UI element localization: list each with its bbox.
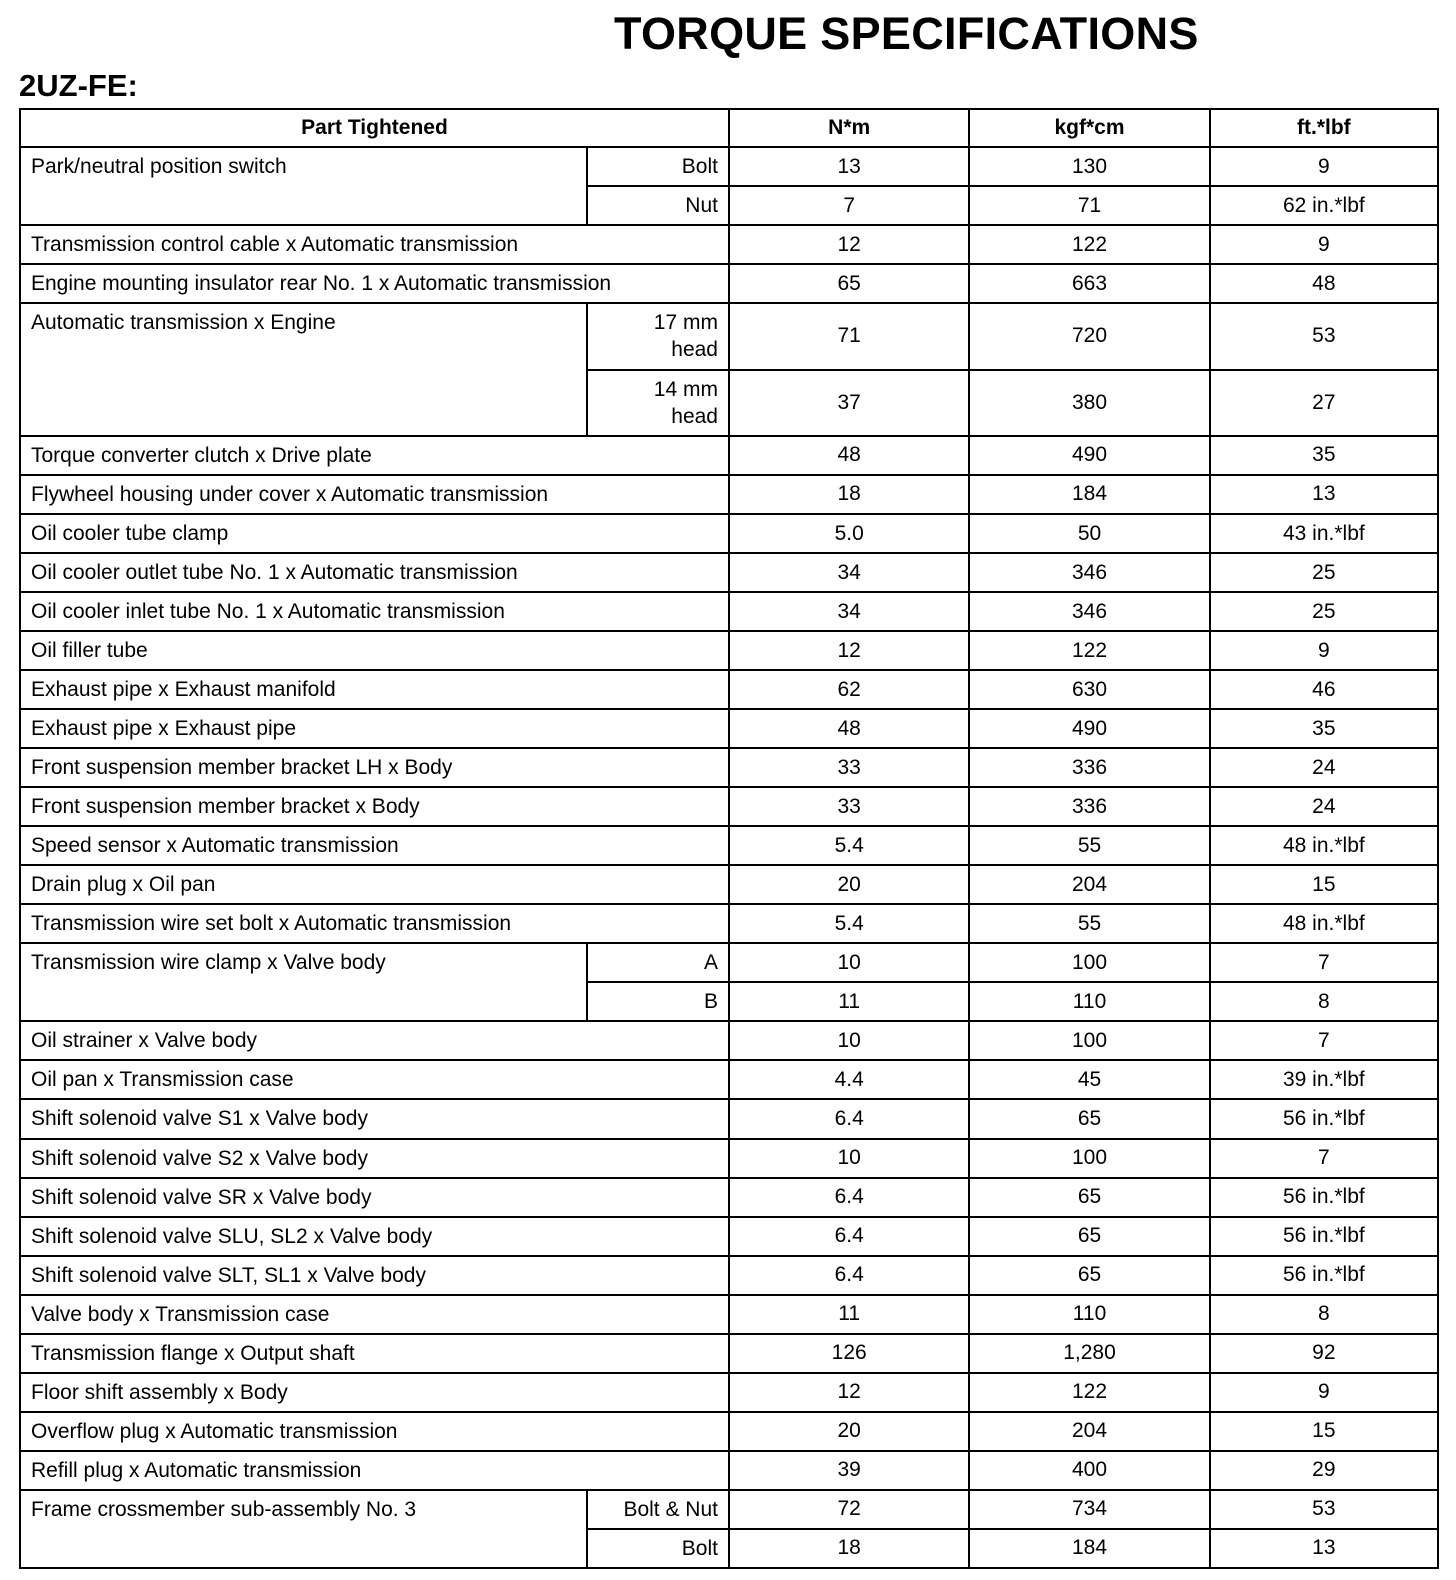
- part-name: Shift solenoid valve SLT, SL1 x Valve body: [20, 1256, 729, 1295]
- table-row: [20, 1178, 1438, 1217]
- part-name: Speed sensor x Automatic transmission: [20, 826, 729, 865]
- value-ft: 39 in.*lbf: [1210, 1060, 1438, 1099]
- value-nm: 126: [729, 1334, 969, 1373]
- part-name: Shift solenoid valve S2 x Valve body: [20, 1139, 729, 1178]
- value-ft: 48 in.*lbf: [1210, 826, 1438, 865]
- sub-label: [587, 303, 729, 369]
- part-name: Frame crossmember sub-assembly No. 3: [20, 1490, 587, 1568]
- value-kgf: 100: [969, 943, 1209, 982]
- value-nm: 12: [729, 225, 969, 264]
- table-row: [20, 592, 1438, 631]
- value-ft: 56 in.*lbf: [1210, 1099, 1438, 1138]
- table-row: [20, 1451, 1438, 1490]
- value-nm: 62: [729, 670, 969, 709]
- value-kgf: 55: [969, 904, 1209, 943]
- value-nm: 18: [729, 1529, 969, 1568]
- value-nm: 48: [729, 709, 969, 748]
- part-name: Torque converter clutch x Drive plate: [20, 436, 729, 475]
- value-ft: 9: [1210, 147, 1438, 186]
- part-name: Exhaust pipe x Exhaust manifold: [20, 670, 729, 709]
- value-nm: 10: [729, 943, 969, 982]
- value-ft: 56 in.*lbf: [1210, 1178, 1438, 1217]
- value-nm: 7: [729, 186, 969, 225]
- value-ft: 24: [1210, 787, 1438, 826]
- sub-label: [587, 370, 729, 436]
- value-nm: 72: [729, 1490, 969, 1529]
- value-ft: 13: [1210, 475, 1438, 514]
- value-kgf: 1,280: [969, 1334, 1209, 1373]
- value-nm: 48: [729, 436, 969, 475]
- part-name: Overflow plug x Automatic transmission: [20, 1412, 729, 1451]
- value-nm: 34: [729, 553, 969, 592]
- torque-table: [19, 108, 1439, 1569]
- value-kgf: 65: [969, 1256, 1209, 1295]
- value-kgf: 346: [969, 553, 1209, 592]
- value-nm: 6.4: [729, 1178, 969, 1217]
- table-row: [20, 1060, 1438, 1099]
- part-name: Exhaust pipe x Exhaust pipe: [20, 709, 729, 748]
- value-nm: 71: [729, 303, 969, 369]
- sub-label-line1: 14 mm: [653, 377, 718, 401]
- sub-label: Bolt & Nut: [587, 1490, 729, 1529]
- part-name: Drain plug x Oil pan: [20, 865, 729, 904]
- part-name: Oil cooler inlet tube No. 1 x Automatic transmission: [20, 592, 729, 631]
- value-kgf: 122: [969, 1373, 1209, 1412]
- value-ft: 9: [1210, 225, 1438, 264]
- value-nm: 5.4: [729, 826, 969, 865]
- header-nm: N*m: [729, 109, 969, 147]
- part-name: Shift solenoid valve SR x Valve body: [20, 1178, 729, 1217]
- value-kgf: 71: [969, 186, 1209, 225]
- value-ft: 35: [1210, 709, 1438, 748]
- part-name: Transmission flange x Output shaft: [20, 1334, 729, 1373]
- value-nm: 65: [729, 264, 969, 303]
- table-row: [20, 1139, 1438, 1178]
- table-row: [20, 904, 1438, 943]
- table-row: [20, 670, 1438, 709]
- value-ft: 9: [1210, 1373, 1438, 1412]
- value-nm: 6.4: [729, 1099, 969, 1138]
- value-nm: 34: [729, 592, 969, 631]
- table-header-row: [20, 109, 1438, 147]
- value-ft: 24: [1210, 748, 1438, 787]
- value-ft: 53: [1210, 1490, 1438, 1529]
- value-ft: 48: [1210, 264, 1438, 303]
- value-kgf: 50: [969, 514, 1209, 553]
- value-kgf: 45: [969, 1060, 1209, 1099]
- table-row: [20, 787, 1438, 826]
- value-ft: 53: [1210, 303, 1438, 369]
- table-row: [20, 264, 1438, 303]
- value-kgf: 184: [969, 475, 1209, 514]
- sub-label: Bolt: [587, 1529, 729, 1568]
- value-kgf: 734: [969, 1490, 1209, 1529]
- value-kgf: 55: [969, 826, 1209, 865]
- value-ft: 7: [1210, 943, 1438, 982]
- page-title-bar: [0, 6, 1456, 62]
- value-ft: 13: [1210, 1529, 1438, 1568]
- value-kgf: 204: [969, 865, 1209, 904]
- value-kgf: 65: [969, 1217, 1209, 1256]
- sub-label: Nut: [587, 186, 729, 225]
- value-nm: 20: [729, 1412, 969, 1451]
- table-row: [20, 1373, 1438, 1412]
- value-kgf: 490: [969, 436, 1209, 475]
- value-kgf: 204: [969, 1412, 1209, 1451]
- header-ft: ft.*lbf: [1210, 109, 1438, 147]
- value-ft: 46: [1210, 670, 1438, 709]
- value-nm: 11: [729, 1295, 969, 1334]
- value-kgf: 630: [969, 670, 1209, 709]
- value-kgf: 184: [969, 1529, 1209, 1568]
- table-row: [20, 1021, 1438, 1060]
- table-row: [20, 553, 1438, 592]
- part-name: Refill plug x Automatic transmission: [20, 1451, 729, 1490]
- value-kgf: 346: [969, 592, 1209, 631]
- sub-label-line2: head: [671, 338, 718, 362]
- part-name: Automatic transmission x Engine: [20, 303, 587, 436]
- table-row: [20, 1412, 1438, 1451]
- part-name: Front suspension member bracket LH x Body: [20, 748, 729, 787]
- sub-label-line1: 17 mm: [653, 311, 718, 335]
- sub-label-line2: head: [671, 404, 718, 428]
- part-name: Flywheel housing under cover x Automatic transmission: [20, 475, 729, 514]
- value-nm: 5.0: [729, 514, 969, 553]
- table-row: [20, 514, 1438, 553]
- value-kgf: 720: [969, 303, 1209, 369]
- value-ft: 62 in.*lbf: [1210, 186, 1438, 225]
- table-row: [20, 709, 1438, 748]
- table-row: [20, 436, 1438, 475]
- value-nm: 33: [729, 787, 969, 826]
- value-nm: 4.4: [729, 1060, 969, 1099]
- table-row: [20, 1334, 1438, 1373]
- value-nm: 12: [729, 631, 969, 670]
- value-nm: 11: [729, 982, 969, 1021]
- value-nm: 37: [729, 370, 969, 436]
- value-ft: 15: [1210, 1412, 1438, 1451]
- value-nm: 5.4: [729, 904, 969, 943]
- value-nm: 20: [729, 865, 969, 904]
- value-ft: 35: [1210, 436, 1438, 475]
- value-nm: 33: [729, 748, 969, 787]
- value-kgf: 490: [969, 709, 1209, 748]
- header-kgf: kgf*cm: [969, 109, 1209, 147]
- part-name: Transmission wire clamp x Valve body: [20, 943, 587, 1021]
- part-name: Oil cooler outlet tube No. 1 x Automatic transmission: [20, 553, 729, 592]
- value-ft: 7: [1210, 1139, 1438, 1178]
- part-name: Floor shift assembly x Body: [20, 1373, 729, 1412]
- value-kgf: 65: [969, 1099, 1209, 1138]
- value-ft: 29: [1210, 1451, 1438, 1490]
- value-nm: 6.4: [729, 1256, 969, 1295]
- part-name: Transmission wire set bolt x Automatic transmission: [20, 904, 729, 943]
- value-nm: 18: [729, 475, 969, 514]
- value-nm: 12: [729, 1373, 969, 1412]
- table-row: [20, 748, 1438, 787]
- value-kgf: 336: [969, 787, 1209, 826]
- value-nm: 6.4: [729, 1217, 969, 1256]
- value-ft: 8: [1210, 1295, 1438, 1334]
- value-kgf: 663: [969, 264, 1209, 303]
- value-kgf: 110: [969, 982, 1209, 1021]
- table-row: [20, 943, 1438, 982]
- value-ft: 48 in.*lbf: [1210, 904, 1438, 943]
- table-row: [20, 1490, 1438, 1529]
- part-name: Transmission control cable x Automatic transmission: [20, 225, 729, 264]
- value-ft: 56 in.*lbf: [1210, 1217, 1438, 1256]
- table-row: [20, 1099, 1438, 1138]
- part-name: Park/neutral position switch: [20, 147, 587, 225]
- value-ft: 8: [1210, 982, 1438, 1021]
- table-row: [20, 225, 1438, 264]
- part-name: Front suspension member bracket x Body: [20, 787, 729, 826]
- sub-label: A: [587, 943, 729, 982]
- table-row: [20, 475, 1438, 514]
- part-name: Oil pan x Transmission case: [20, 1060, 729, 1099]
- value-nm: 10: [729, 1139, 969, 1178]
- value-ft: 92: [1210, 1334, 1438, 1373]
- value-nm: 13: [729, 147, 969, 186]
- value-kgf: 336: [969, 748, 1209, 787]
- value-kgf: 122: [969, 225, 1209, 264]
- value-kgf: 100: [969, 1139, 1209, 1178]
- value-kgf: 400: [969, 1451, 1209, 1490]
- part-name: Shift solenoid valve S1 x Valve body: [20, 1099, 729, 1138]
- part-name: Valve body x Transmission case: [20, 1295, 729, 1334]
- table-row: [20, 147, 1438, 186]
- table-row: [20, 1256, 1438, 1295]
- value-ft: 25: [1210, 553, 1438, 592]
- table-row: [20, 865, 1438, 904]
- sub-label: B: [587, 982, 729, 1021]
- table-row: [20, 303, 1438, 369]
- value-ft: 25: [1210, 592, 1438, 631]
- table-row: [20, 826, 1438, 865]
- value-kgf: 122: [969, 631, 1209, 670]
- value-ft: 7: [1210, 1021, 1438, 1060]
- value-ft: 15: [1210, 865, 1438, 904]
- part-name: Oil cooler tube clamp: [20, 514, 729, 553]
- value-ft: 43 in.*lbf: [1210, 514, 1438, 553]
- value-kgf: 100: [969, 1021, 1209, 1060]
- value-kgf: 380: [969, 370, 1209, 436]
- value-kgf: 130: [969, 147, 1209, 186]
- table-row: [20, 1295, 1438, 1334]
- page-title: TORQUE SPECIFICATIONS: [614, 8, 1199, 59]
- header-part: Part Tightened: [20, 109, 729, 147]
- table-row: [20, 631, 1438, 670]
- value-kgf: 65: [969, 1178, 1209, 1217]
- engine-heading: 2UZ-FE:: [19, 68, 138, 103]
- value-kgf: 110: [969, 1295, 1209, 1334]
- value-ft: 56 in.*lbf: [1210, 1256, 1438, 1295]
- sub-label: Bolt: [587, 147, 729, 186]
- table-row: [20, 1217, 1438, 1256]
- value-ft: 9: [1210, 631, 1438, 670]
- part-name: Engine mounting insulator rear No. 1 x Automatic transmission: [20, 264, 729, 303]
- part-name: Shift solenoid valve SLU, SL2 x Valve body: [20, 1217, 729, 1256]
- value-nm: 39: [729, 1451, 969, 1490]
- part-name: Oil strainer x Valve body: [20, 1021, 729, 1060]
- part-name: Oil filler tube: [20, 631, 729, 670]
- value-nm: 10: [729, 1021, 969, 1060]
- value-ft: 27: [1210, 370, 1438, 436]
